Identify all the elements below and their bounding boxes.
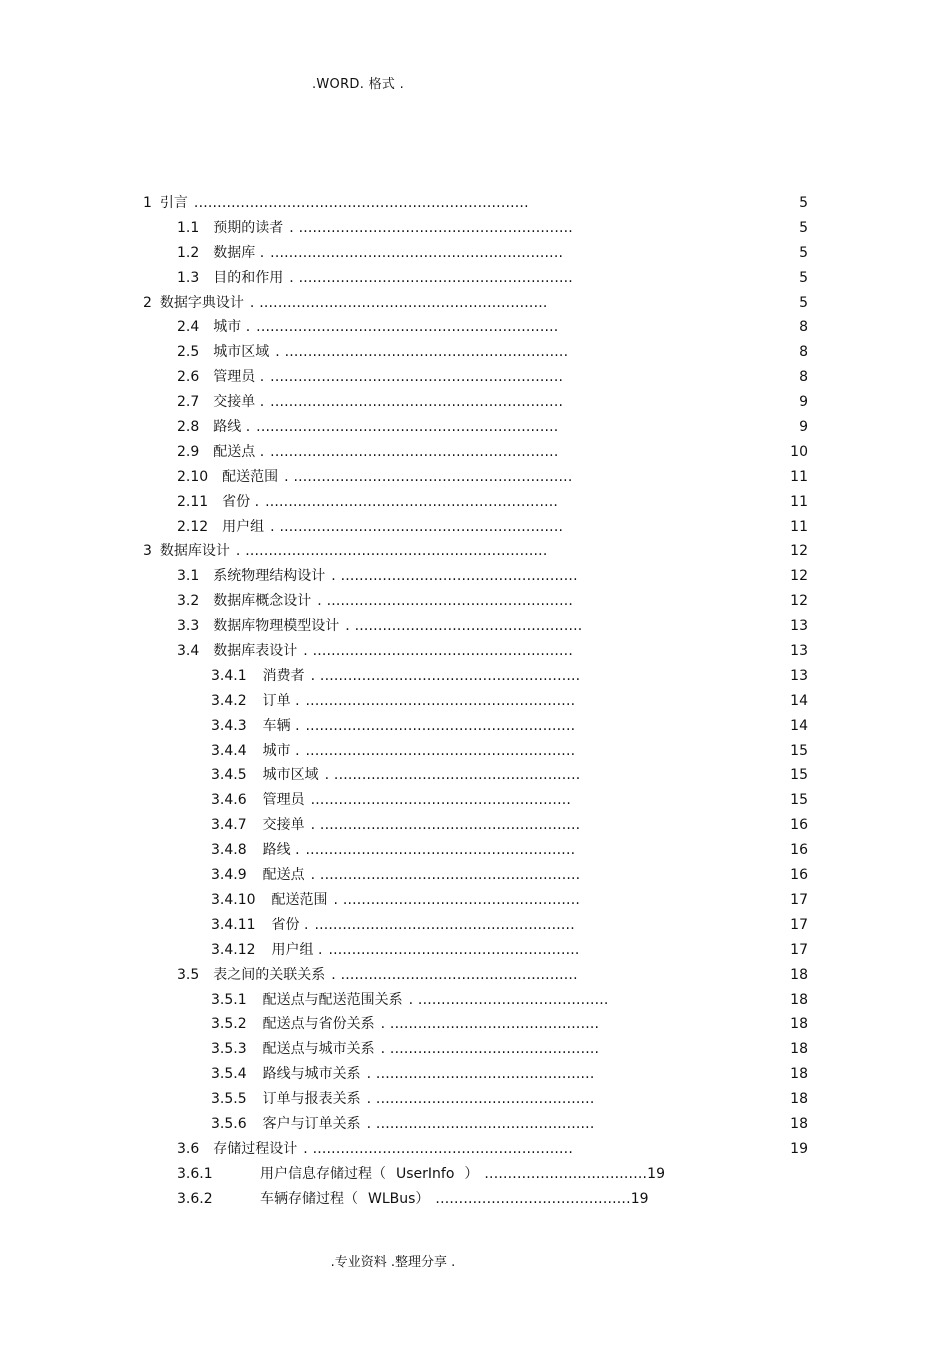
toc-entry[interactable] bbox=[0, 465, 950, 490]
toc-page-number: 8 bbox=[799, 319, 808, 336]
toc-number: 3.4.9 bbox=[211, 867, 247, 884]
toc-leader: .............................................................. bbox=[270, 443, 559, 460]
toc-title: 数据库 . bbox=[213, 244, 265, 261]
toc-number: 2.4 bbox=[177, 319, 200, 336]
toc-page-number: 18 bbox=[790, 991, 808, 1008]
toc-leader: .......................................................... bbox=[305, 842, 576, 859]
toc-number: 1 bbox=[143, 195, 152, 211]
toc-number: 3.3 bbox=[177, 618, 200, 635]
toc-entry[interactable] bbox=[0, 963, 950, 988]
toc-page-number: 11 bbox=[790, 493, 808, 510]
toc-leader: . ............................................................ bbox=[284, 468, 573, 485]
toc-entry[interactable] bbox=[0, 813, 950, 838]
toc-leader: . ............................................... bbox=[366, 1091, 595, 1108]
toc-page-number: 9 bbox=[799, 394, 808, 411]
toc-close-paren: ） bbox=[464, 1165, 479, 1182]
toc-page-number: 11 bbox=[790, 468, 808, 485]
toc-leader: . ............................................... bbox=[366, 1115, 595, 1132]
toc-title: 省份 . bbox=[271, 916, 309, 933]
toc-number: 3.6 bbox=[177, 1140, 200, 1157]
toc-entry[interactable] bbox=[0, 390, 950, 415]
toc-entry[interactable] bbox=[0, 539, 950, 564]
toc-title: 数据库设计 bbox=[159, 543, 230, 560]
toc-entry[interactable] bbox=[0, 291, 950, 316]
toc-page-number: 15 bbox=[790, 792, 808, 809]
toc-number: 2.7 bbox=[177, 394, 200, 411]
toc-number: 3.5 bbox=[177, 966, 200, 983]
toc-title: 用户信息存储过程（ bbox=[260, 1165, 386, 1182]
toc-entry[interactable] bbox=[0, 1112, 950, 1137]
toc-title: 数据字典设计 bbox=[159, 294, 244, 311]
toc-number: 3.5.6 bbox=[211, 1115, 247, 1132]
toc-code: WLBus bbox=[368, 1190, 416, 1207]
toc-entry[interactable] bbox=[0, 1037, 950, 1062]
toc-leader: . ............................................. bbox=[380, 1016, 600, 1033]
toc-title: 管理员 bbox=[262, 792, 305, 809]
toc-number: 3.4.4 bbox=[211, 742, 247, 759]
toc-page-number: 12 bbox=[790, 593, 808, 610]
toc-leader: . ................................................... bbox=[331, 568, 578, 585]
toc-number: 3.4.8 bbox=[211, 842, 247, 859]
toc-title: 城市区域 bbox=[213, 344, 270, 361]
toc-entry[interactable] bbox=[0, 614, 950, 639]
toc-leader: . ..................................................... bbox=[317, 593, 574, 610]
toc-number: 2.9 bbox=[177, 443, 200, 460]
page-header: .WORD. 格式 . bbox=[311, 77, 405, 92]
toc-leader: ............................................................... bbox=[270, 369, 564, 386]
toc-leader: .......................................... bbox=[435, 1190, 631, 1207]
toc-title: 配送点 . bbox=[213, 443, 265, 460]
toc-title: 配送范围 bbox=[271, 891, 328, 908]
toc-page-number: 19 bbox=[630, 1190, 649, 1207]
toc-title: 管理员 . bbox=[213, 369, 265, 386]
toc-number: 1.3 bbox=[177, 269, 200, 286]
toc-title: 引言 bbox=[159, 195, 188, 211]
toc-page-number: 10 bbox=[790, 443, 808, 460]
toc-entry[interactable] bbox=[0, 788, 950, 813]
toc-number: 1.2 bbox=[177, 244, 200, 261]
toc-leader: ...................................................... bbox=[328, 941, 580, 958]
toc-number: 3.5.1 bbox=[211, 991, 247, 1008]
toc-title: 消费者 bbox=[262, 667, 305, 684]
toc-page-number: 18 bbox=[790, 966, 808, 983]
toc-title: 订单与报表关系 bbox=[262, 1091, 361, 1108]
toc-number: 2.10 bbox=[177, 468, 209, 485]
toc-leader: . ........................................................... bbox=[289, 219, 573, 236]
toc-entry[interactable] bbox=[0, 763, 950, 788]
toc-page-number: 12 bbox=[790, 543, 808, 560]
toc-title: 路线与城市关系 bbox=[262, 1066, 361, 1083]
toc-page-number: 11 bbox=[790, 518, 808, 535]
toc-number: 3.6.2 bbox=[177, 1190, 213, 1207]
toc-number: 2.5 bbox=[177, 344, 200, 361]
toc-title: 城市 . bbox=[262, 742, 300, 759]
toc-leader: . ........................................................ bbox=[310, 667, 581, 684]
toc-title: 交接单 bbox=[262, 817, 305, 834]
toc-leader: . ........................................................ bbox=[310, 817, 581, 834]
toc-leader: ................................................................. bbox=[256, 319, 559, 336]
toc-title: 系统物理结构设计 bbox=[213, 568, 326, 585]
toc-number: 3.4.11 bbox=[211, 916, 256, 933]
toc-entry[interactable] bbox=[0, 888, 950, 913]
toc-entry[interactable] bbox=[0, 714, 950, 739]
toc-page-number: 16 bbox=[790, 867, 808, 884]
toc-entry[interactable] bbox=[0, 664, 950, 689]
toc-title: 预期的读者 bbox=[213, 219, 284, 236]
toc-number: 3.2 bbox=[177, 593, 200, 610]
toc-page-number: 17 bbox=[790, 891, 808, 908]
toc-number: 2.11 bbox=[177, 493, 209, 510]
toc-page-number: 8 bbox=[799, 369, 808, 386]
toc-number: 2.12 bbox=[177, 518, 209, 535]
toc-title: 路线 . bbox=[213, 419, 251, 436]
toc-leader: . ............................................................. bbox=[275, 344, 569, 361]
toc-title: 用户组 . bbox=[271, 941, 323, 958]
toc-leader: ........................................................ bbox=[314, 916, 575, 933]
toc-leader: . ..................................................... bbox=[324, 767, 581, 784]
toc-page-number: 15 bbox=[790, 742, 808, 759]
toc-leader: ........................................................ bbox=[310, 792, 572, 809]
toc-page-number: 18 bbox=[790, 1016, 808, 1033]
toc-title: 目的和作用 bbox=[213, 269, 284, 286]
toc-page-number: 12 bbox=[790, 568, 808, 585]
toc-page-number: 18 bbox=[790, 1041, 808, 1058]
toc-entry[interactable] bbox=[0, 266, 950, 291]
toc-number: 3.4.12 bbox=[211, 941, 256, 958]
toc-entry[interactable] bbox=[0, 938, 950, 963]
toc-title: 数据库概念设计 bbox=[213, 593, 312, 610]
toc-page-number: 13 bbox=[790, 618, 808, 635]
toc-leader: . ............................................. bbox=[380, 1041, 600, 1058]
toc-title: 城市区域 bbox=[262, 767, 319, 784]
toc-entry[interactable] bbox=[0, 1162, 950, 1187]
toc-title: 表之间的关联关系 bbox=[213, 966, 326, 983]
toc-entry[interactable] bbox=[0, 1087, 950, 1112]
toc-number: 3.5.5 bbox=[211, 1091, 247, 1108]
toc-leader: ........................................................................ bbox=[193, 195, 529, 211]
toc-entry[interactable] bbox=[0, 490, 950, 515]
toc-page-number: 17 bbox=[790, 941, 808, 958]
toc-leader: ................................................................. bbox=[256, 419, 559, 436]
toc-page-number: 14 bbox=[790, 692, 808, 709]
toc-leader: . .............................................................. bbox=[249, 294, 548, 311]
toc-page-number: 8 bbox=[799, 344, 808, 361]
toc-number: 1.1 bbox=[177, 219, 200, 236]
toc-entry[interactable] bbox=[0, 739, 950, 764]
toc-number: 3.4.6 bbox=[211, 792, 247, 809]
toc-number: 3.4.2 bbox=[211, 692, 247, 709]
toc-page-number: 5 bbox=[799, 244, 808, 261]
toc-leader: . ................................................................. bbox=[235, 543, 548, 560]
toc-leader: ............................................................... bbox=[270, 244, 564, 261]
toc-page-number: 5 bbox=[799, 195, 808, 211]
toc-title: 存储过程设计 bbox=[213, 1140, 298, 1157]
toc-leader: . ........................................................... bbox=[289, 269, 573, 286]
toc-page-number: 5 bbox=[799, 219, 808, 236]
toc-number: 3.4.3 bbox=[211, 717, 247, 734]
toc-title: 客户与订单关系 bbox=[262, 1115, 361, 1132]
toc-number: 2.8 bbox=[177, 419, 200, 436]
toc-entry[interactable] bbox=[0, 838, 950, 863]
toc-number: 3.4.7 bbox=[211, 817, 247, 834]
toc-number: 2.6 bbox=[177, 369, 200, 386]
toc-number: 3.4.1 bbox=[211, 667, 247, 684]
toc-number: 3.6.1 bbox=[177, 1165, 213, 1182]
toc-page-number: 15 bbox=[790, 767, 808, 784]
toc-page-number: 13 bbox=[790, 667, 808, 684]
toc-title: 车辆 . bbox=[262, 717, 300, 734]
toc-number: 3.4.5 bbox=[211, 767, 247, 784]
toc-entry[interactable] bbox=[0, 1137, 950, 1162]
toc-leader: ............................................................... bbox=[265, 493, 559, 510]
toc-entry[interactable] bbox=[0, 415, 950, 440]
toc-entry[interactable] bbox=[0, 1012, 950, 1037]
toc-page-number: 19 bbox=[790, 1140, 808, 1157]
toc-page-number: 5 bbox=[799, 269, 808, 286]
toc-entry[interactable] bbox=[0, 689, 950, 714]
toc-entry[interactable] bbox=[0, 863, 950, 888]
toc-leader: ............................................................... bbox=[270, 394, 564, 411]
toc-entry[interactable] bbox=[0, 589, 950, 614]
toc-number: 3.5.2 bbox=[211, 1016, 247, 1033]
toc-leader: .......................................................... bbox=[305, 742, 576, 759]
toc-leader: . ................................................. bbox=[345, 618, 583, 635]
toc-page-number: 18 bbox=[790, 1066, 808, 1083]
toc-entry[interactable] bbox=[0, 1187, 950, 1212]
toc-title: 配送点与配送范围关系 bbox=[262, 991, 403, 1008]
toc-title: 路线 . bbox=[262, 842, 300, 859]
toc-number: 3.4.10 bbox=[211, 891, 256, 908]
toc-title: 车辆存储过程（ bbox=[260, 1190, 358, 1207]
toc-title: 配送点与城市关系 bbox=[262, 1041, 375, 1058]
toc-page-number: 19 bbox=[647, 1165, 665, 1182]
toc-entry[interactable] bbox=[0, 340, 950, 365]
toc-number: 3.4 bbox=[177, 643, 200, 660]
toc-title: 订单 . bbox=[262, 692, 300, 709]
toc-leader: .......................................................... bbox=[305, 692, 576, 709]
toc-leader: . ................................................... bbox=[333, 891, 580, 908]
toc-page-number: 14 bbox=[790, 717, 808, 734]
toc-entry[interactable] bbox=[0, 988, 950, 1013]
table-of-contents bbox=[0, 191, 950, 1212]
toc-entry[interactable] bbox=[0, 440, 950, 465]
toc-title: 配送范围 bbox=[222, 468, 279, 485]
toc-title: 数据库物理模型设计 bbox=[213, 618, 340, 635]
toc-entry[interactable] bbox=[0, 515, 950, 540]
toc-leader: . ............................................................. bbox=[270, 518, 564, 535]
toc-leader: . ......................................... bbox=[408, 991, 609, 1008]
toc-page-number: 13 bbox=[790, 643, 808, 660]
toc-number: 3.5.3 bbox=[211, 1041, 247, 1058]
toc-leader: ................................... bbox=[484, 1165, 648, 1182]
toc-number: 3 bbox=[143, 543, 152, 560]
toc-title: 省份 . bbox=[222, 493, 260, 510]
toc-entry[interactable] bbox=[0, 913, 950, 938]
page-footer: .专业资料 .整理分享 . bbox=[330, 1255, 456, 1270]
toc-title: 城市 . bbox=[213, 319, 251, 336]
toc-leader: . ........................................................ bbox=[303, 643, 573, 660]
toc-page-number: 9 bbox=[799, 419, 808, 436]
toc-leader: . ........................................................ bbox=[303, 1140, 573, 1157]
toc-leader: . ........................................................ bbox=[310, 867, 581, 884]
toc-title: 用户组 bbox=[222, 518, 265, 535]
toc-entry[interactable] bbox=[0, 365, 950, 390]
toc-code: UserInfo bbox=[396, 1165, 455, 1182]
toc-leader: .......................................................... bbox=[305, 717, 576, 734]
toc-page-number: 18 bbox=[790, 1091, 808, 1108]
toc-number: 3.1 bbox=[177, 568, 200, 585]
toc-entry[interactable] bbox=[0, 315, 950, 340]
toc-number: 2 bbox=[143, 294, 152, 311]
toc-entry[interactable] bbox=[0, 216, 950, 241]
toc-leader: . ............................................... bbox=[366, 1066, 595, 1083]
toc-page-number: 17 bbox=[790, 916, 808, 933]
toc-entry[interactable] bbox=[0, 241, 950, 266]
toc-title: 配送点 bbox=[262, 867, 305, 884]
toc-title: 交接单 . bbox=[213, 394, 265, 411]
toc-entry[interactable] bbox=[0, 564, 950, 589]
toc-entry[interactable] bbox=[0, 1062, 950, 1087]
toc-entry[interactable] bbox=[0, 639, 950, 664]
toc-entry[interactable] bbox=[0, 191, 950, 216]
toc-page-number: 16 bbox=[790, 842, 808, 859]
toc-number: 3.5.4 bbox=[211, 1066, 247, 1083]
toc-page-number: 16 bbox=[790, 817, 808, 834]
toc-page-number: 5 bbox=[799, 294, 808, 311]
toc-close-paren: ） bbox=[415, 1190, 430, 1207]
toc-page-number: 18 bbox=[790, 1115, 808, 1132]
toc-title: 配送点与省份关系 bbox=[262, 1016, 375, 1033]
toc-title: 数据库表设计 bbox=[213, 643, 298, 660]
toc-leader: . ................................................... bbox=[331, 966, 578, 983]
